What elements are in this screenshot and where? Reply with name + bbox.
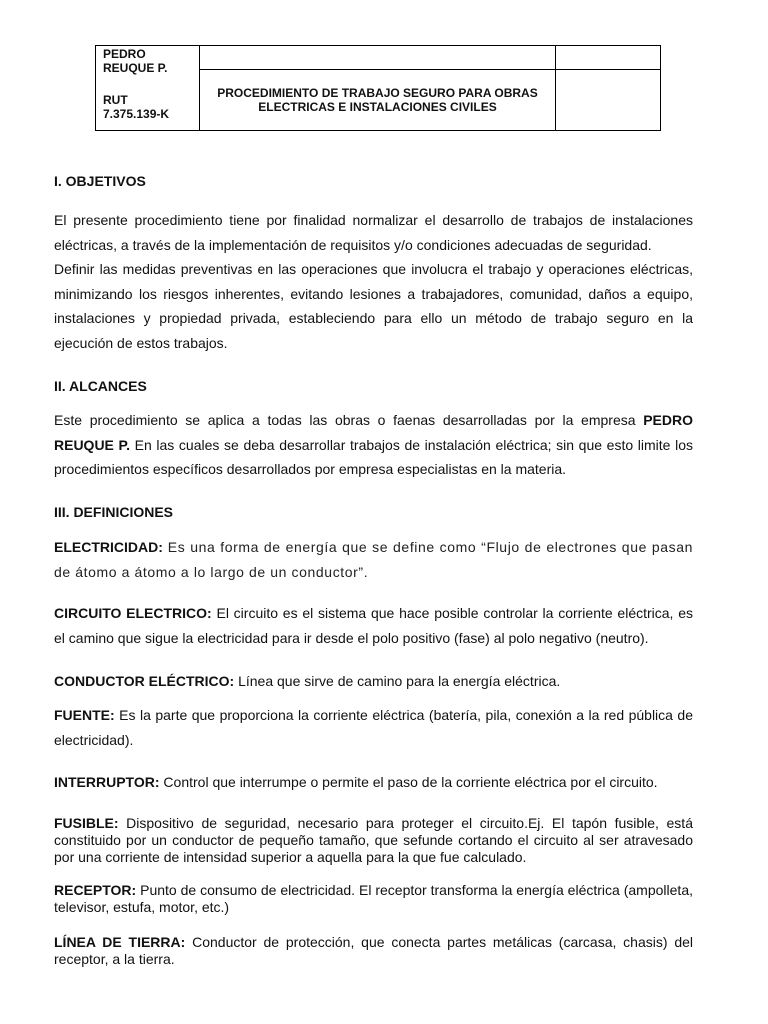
definition-item [54, 703, 693, 752]
definition-item [54, 601, 693, 650]
definition-text: Es la parte que proporciona la corriente eléctrica (batería, pila, conexión a la red pública de electricidad). [54, 707, 693, 748]
objetivos-paragraph-2: Definir las medidas preventivas en las operaciones que involucra el trabajo y operaciones eléctricas, minimizando los riesgos inherentes, evitando lesiones a trabajadores, comunidad, daños a equipo, instalaciones y propiedad privada, estableciendo para ello un método de trabajo seguro en la ejecución de estos trabajos. [54, 261, 693, 351]
alcances-paragraph [54, 408, 693, 482]
header-blank-cell-bottom-right [556, 70, 661, 131]
definition-item [54, 535, 693, 584]
rut-label: RUT [103, 93, 128, 107]
section-body-objetivos [54, 208, 693, 355]
alcances-company-name: PEDRO REUQUE P. [54, 412, 693, 453]
definition-term: CIRCUITO ELECTRICO: [54, 605, 212, 621]
definition-text: Línea que sirve de camino para la energía eléctrica. [234, 673, 561, 689]
document-header-table [95, 45, 661, 131]
definition-text: Conductor de protección, que conecta partes metálicas (carcasa, chasis) del receptor, a la tierra. [54, 934, 694, 967]
definition-term: INTERRUPTOR: [54, 774, 160, 790]
definition-item [54, 934, 693, 968]
definition-item [54, 770, 693, 795]
owner-name-line2: REUQUE P. [103, 61, 168, 75]
document-title-line2: ELECTRICAS E INSTALACIONES CIVILES [258, 100, 497, 114]
section-heading-alcances: II. ALCANCES [54, 378, 147, 394]
alcances-text-after: En las cuales se deba desarrollar trabajos de instalación eléctrica; sin que esto limite los procedimientos específicos desarrollados por empresa especialistas en la materia. [54, 436, 693, 477]
definition-term: CONDUCTOR ELÉCTRICO: [54, 673, 235, 689]
definition-term: FUENTE: [54, 707, 115, 723]
section-heading-definiciones: III. DEFINICIONES [54, 504, 174, 520]
document-title-cell [200, 70, 556, 131]
definition-text: Control que interrumpe o permite el paso de la corriente eléctrica por el circuito. [159, 774, 658, 790]
rut-value: 7.375.139-K [103, 107, 170, 121]
definition-item [54, 669, 693, 694]
definition-term: ELECTRICIDAD: [54, 539, 163, 555]
definition-text: Dispositivo de seguridad, necesario para proteger el circuito.Ej. El tapón fusible, está constituido por un conductor de pequeño tamaño, que sefunde cortando el circuito al ser atravesado por una corriente de intensidad superior a aquella para la que fue calculado. [54, 815, 693, 865]
definition-text: Es una forma de energía que se define como “Flujo de electrones que pasan de átomo a átomo a lo largo de un conductor”. [54, 539, 693, 580]
objetivos-paragraph-1: El presente procedimiento tiene por finalidad normalizar el desarrollo de trabajos de instalaciones eléctricas, a través de la implementación de requisitos y/o condiciones adecuadas de seguridad. [54, 212, 693, 253]
definition-item [54, 815, 693, 866]
owner-cell [96, 46, 200, 131]
owner-name-line1: PEDRO [103, 47, 146, 61]
section-body-alcances [54, 408, 693, 482]
definition-text: Punto de consumo de electricidad. El receptor transforma la energía eléctrica (ampolleta, televisor, estufa, motor, etc.) [54, 882, 693, 915]
header-blank-cell-top-middle [200, 46, 556, 70]
definition-item [54, 882, 693, 916]
definition-term: LÍNEA DE TIERRA: [54, 934, 186, 950]
alcances-text-before: Este procedimiento se aplica a todas las obras o faenas desarrolladas por la empresa [54, 412, 644, 428]
definition-term: RECEPTOR: [54, 882, 137, 898]
section-heading-objetivos: I. OBJETIVOS [54, 173, 146, 189]
definition-text: El circuito es el sistema que hace posible controlar la corriente eléctrica, es el camino que sigue la electricidad para ir desde el polo positivo (fase) al polo negativo (neutro). [54, 605, 693, 646]
definition-term: FUSIBLE: [54, 815, 119, 831]
header-blank-cell-top-right [556, 46, 661, 70]
document-title-line1: PROCEDIMIENTO DE TRABAJO SEGURO PARA OBRAS [217, 86, 538, 100]
